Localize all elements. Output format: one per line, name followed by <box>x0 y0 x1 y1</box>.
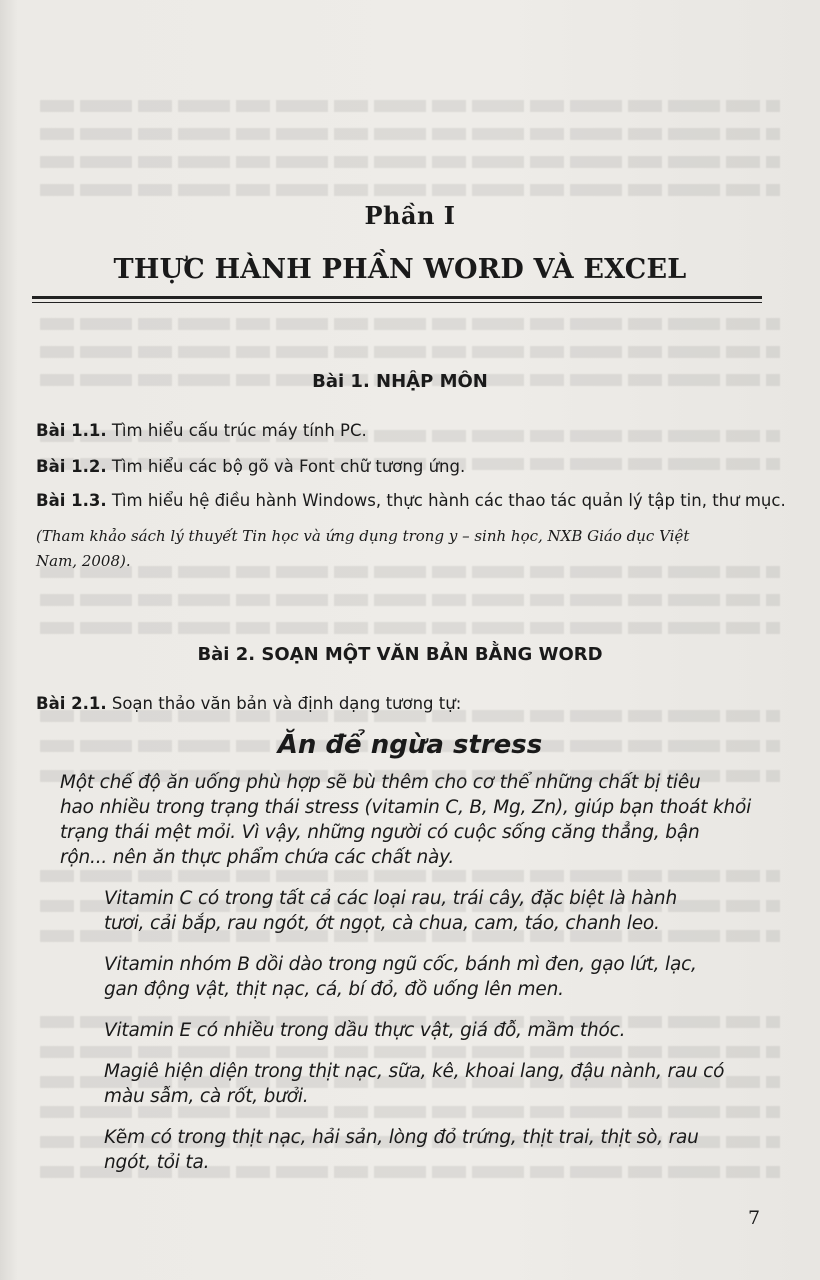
lesson2-item-1 <box>36 694 461 713</box>
intro-line-1: Một chế độ ăn uống phù hợp sẽ bù thêm cho cơ thể những chất bị tiêu <box>60 772 701 793</box>
magnesium-line-1: Magiê hiện diện trong thịt nạc, sữa, kê, khoai lang, đậu nành, rau có <box>104 1061 725 1082</box>
reference-note-line-1: (Tham khảo sách lý thuyết Tin học và ứng dụng trong y – sinh học, NXB Giáo dục Việt <box>36 527 690 545</box>
vitamin-b-line-2: gan động vật, thịt nạc, cá, bí đỏ, đồ uống lên men. <box>104 979 564 1000</box>
page-number: 7 <box>748 1207 761 1229</box>
item-text: Soạn thảo văn bản và định dạng tương tự: <box>106 694 462 713</box>
lesson1-item-2 <box>36 457 465 476</box>
title-rule-thick <box>32 296 762 299</box>
part-label: Phần I <box>364 201 456 230</box>
item-number: Bài 1.3. <box>36 491 107 510</box>
title-rule-thin <box>32 302 762 303</box>
item-text: Tìm hiểu các bộ gõ và Font chữ tương ứng. <box>106 457 466 476</box>
lesson1-heading: Bài 1. NHẬP MÔN <box>312 371 488 392</box>
item-number: Bài 1.2. <box>36 457 107 476</box>
intro-line-3: trạng thái mệt mỏi. Vì vậy, những người có cuộc sống căng thẳng, bận <box>60 822 700 843</box>
lesson2-heading: Bài 2. SOẠN MỘT VĂN BẢN BẰNG WORD <box>197 644 603 665</box>
zinc-line-2: ngót, tỏi ta. <box>104 1152 210 1173</box>
item-text: Tìm hiểu hệ điều hành Windows, thực hành các thao tác quản lý tập tin, thư mục. <box>106 491 786 510</box>
reference-note-line-2: Nam, 2008). <box>36 552 131 570</box>
lesson1-item-3 <box>36 491 786 510</box>
vitamin-b-line-1: Vitamin nhóm B dồi dào trong ngũ cốc, bánh mì đen, gạo lứt, lạc, <box>104 954 697 975</box>
item-text: Tìm hiểu cấu trúc máy tính PC. <box>106 421 367 440</box>
vitamin-c-line-2: tươi, cải bắp, rau ngót, ớt ngọt, cà chua, cam, táo, chanh leo. <box>104 913 660 934</box>
vitamin-e-line: Vitamin E có nhiều trong dầu thực vật, giá đỗ, mầm thóc. <box>104 1020 626 1041</box>
item-number: Bài 1.1. <box>36 421 107 440</box>
zinc-line-1: Kẽm có trong thịt nạc, hải sản, lòng đỏ trứng, thịt trai, thịt sò, rau <box>104 1127 699 1148</box>
intro-line-4: rộn... nên ăn thực phẩm chứa các chất này. <box>60 847 455 868</box>
intro-line-2: hao nhiều trong trạng thái stress (vitamin C, B, Mg, Zn), giúp bạn thoát khỏi <box>60 797 752 818</box>
page-title: THỰC HÀNH PHẦN WORD VÀ EXCEL <box>113 254 687 285</box>
item-number: Bài 2.1. <box>36 694 107 713</box>
magnesium-line-2: màu sẫm, cà rốt, bưởi. <box>104 1086 309 1107</box>
sample-title: Ăn để ngừa stress <box>277 730 543 760</box>
lesson1-item-1 <box>36 421 367 440</box>
vitamin-c-line-1: Vitamin C có trong tất cả các loại rau, trái cây, đặc biệt là hành <box>104 888 677 909</box>
